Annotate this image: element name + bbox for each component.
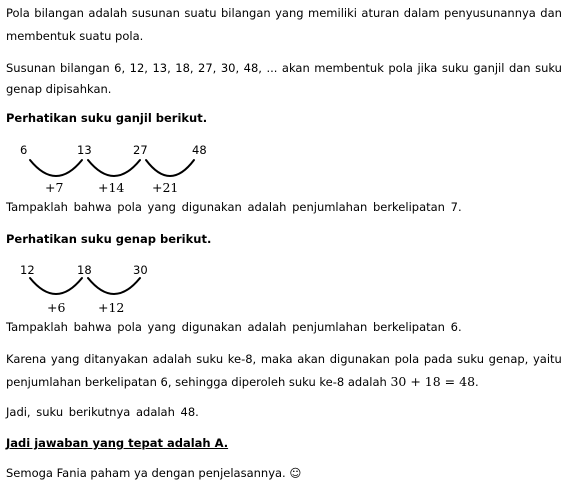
odd-term: 13 [77, 143, 92, 157]
word: 6, [114, 61, 126, 75]
word: bilangan [60, 61, 110, 75]
odd-arc [88, 160, 140, 176]
word: yang [50, 352, 80, 366]
word: 48, [243, 61, 262, 75]
odd-arc [30, 160, 82, 176]
result-text: penjumlahan berkelipatan 6, sehingga diperoleh suku ke-8 adalah [6, 375, 391, 389]
word: susunan [131, 6, 180, 20]
word: suku [196, 352, 224, 366]
odd-diff: +21 [152, 180, 179, 195]
answer-choice: Jadi jawaban yang tepat adalah A. [6, 436, 229, 450]
even-conclusion: Tampaklah bahwa pola yang digunakan adalah penjumlahan berkelipatan 6. [6, 320, 462, 334]
odd-conclusion: Tampaklah bahwa pola yang digunakan adalah penjumlahan berkelipatan 7. [6, 200, 462, 214]
even-term: 12 [20, 263, 35, 277]
even-diff: +6 [47, 300, 66, 315]
sequence-line-2: genap dipisahkan. [6, 82, 112, 96]
odd-term: 6 [20, 143, 28, 157]
word: dan [540, 6, 562, 20]
word: bilangan [34, 6, 84, 20]
intro-line-2: membentuk suatu pola. [6, 29, 144, 43]
word: genap, [488, 352, 529, 366]
closing-text: Semoga Fania paham ya dengan penjelasannya. ☺ [6, 466, 302, 480]
word: 12, [129, 61, 148, 75]
word: pada [423, 352, 453, 366]
word: pola [394, 352, 420, 366]
word: suku [535, 61, 562, 75]
word: 13, [152, 61, 171, 75]
word: aturan [361, 6, 400, 20]
word: memiliki [308, 6, 357, 20]
result-period: . [475, 375, 479, 389]
odd-heading: Perhatikan suku ganjil berikut. [6, 111, 208, 125]
word: 30, [220, 61, 240, 75]
word: 18, [175, 61, 194, 75]
word: Pola [6, 6, 30, 20]
word: yang [275, 6, 304, 20]
word: adalah [152, 352, 192, 366]
word: maka [260, 352, 293, 366]
word: ke-8, [227, 352, 257, 366]
word: 27, [198, 61, 217, 75]
word: suatu [184, 6, 217, 20]
odd-diff: +14 [98, 180, 125, 195]
word: Susunan [6, 61, 56, 75]
word: penyusunannya [444, 6, 536, 20]
word: dan [508, 61, 531, 75]
even-heading: Perhatikan suku genap berikut. [6, 232, 212, 246]
even-term: 18 [77, 263, 92, 277]
result-line-1 [6, 352, 562, 366]
final-answer: Jadi, suku berikutnya adalah 48. [6, 405, 199, 419]
word: jika [417, 61, 438, 75]
odd-term: 48 [192, 143, 207, 157]
word: akan [297, 352, 326, 366]
word: adalah [88, 6, 128, 20]
word: ... [266, 61, 278, 75]
word: akan [281, 61, 310, 75]
odd-diff: +7 [45, 180, 64, 195]
even-arc [30, 278, 82, 294]
odd-term: 27 [133, 143, 148, 157]
even-diff: +12 [98, 300, 125, 315]
even-term: 30 [133, 263, 148, 277]
result-line-2 [6, 374, 479, 389]
word: dalam [403, 6, 440, 20]
even-arc [88, 278, 140, 294]
word: pola [388, 61, 413, 75]
word: membentuk [314, 61, 384, 75]
word: ganjil [473, 61, 505, 75]
word: suku [441, 61, 469, 75]
result-equation: 30 + 18 = 48 [390, 374, 476, 389]
word: yaitu [532, 352, 562, 366]
word: bilangan [221, 6, 271, 20]
word: ditanyakan [84, 352, 149, 366]
word: suku [457, 352, 485, 366]
odd-arc [146, 160, 194, 176]
word: digunakan [329, 352, 390, 366]
word: Karena [6, 352, 47, 366]
